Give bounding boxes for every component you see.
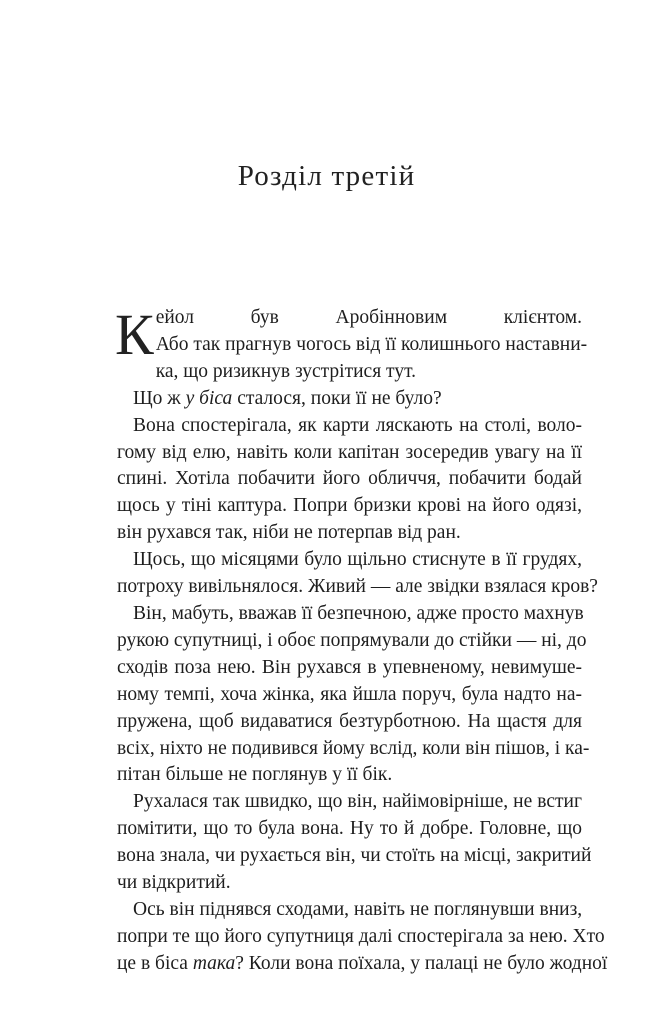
text-line: рукою супутниці, і обоє попрямували до стійки — ні, до	[117, 629, 587, 651]
text-line	[117, 951, 608, 978]
text-line: всіх, ніхто не подивився йому вслід, коли він пішов, і ка-	[117, 737, 590, 759]
text-line: ка, що ризикнув зустрітися тут.	[155, 360, 417, 382]
text-span: ? Коли вона поїхала, у палаці не було жодної	[235, 952, 608, 974]
chapter-title: Розділ третій	[237, 160, 416, 192]
text-line: Рухалася так швидко, що він, найімовірніше, не встиг	[133, 791, 582, 813]
text-span: це в біса	[117, 952, 193, 974]
text-line: пружена, щоб видаватися безтурботною. На щастя для	[117, 710, 582, 732]
text-line: гому від елю, навіть коли капітан зосередив увагу на її	[117, 441, 582, 463]
paragraph-6	[117, 789, 592, 897]
text-line: ейол був Аробінновим клієнтом.	[155, 307, 582, 328]
text-line: він рухався так, ніби не потерпав від ран.	[117, 522, 461, 544]
text-line: Ось він піднявся сходами, навіть не поглянувши вниз,	[133, 898, 583, 920]
paragraph-1	[115, 302, 588, 386]
italic-text: така	[192, 952, 236, 974]
paragraph-3	[117, 413, 582, 548]
text-line: вона знала, чи рухається він, чи стоїть на місці, закритий	[117, 845, 592, 867]
text-line: потроху вивільнялося. Живий — але звідки взялася кров?	[117, 576, 598, 598]
text-line: Щось, що місяцями було щільно стиснуте в її грудях,	[133, 549, 582, 571]
paragraph-2	[117, 386, 582, 413]
text-line: помітити, що то була вона. Ну то й добре. Головне, що	[117, 818, 582, 840]
text-line: чи відкритий.	[117, 872, 231, 894]
text-span: сталося, поки її не було?	[232, 387, 442, 409]
paragraph-4	[117, 547, 598, 601]
text-line: пітан більше не поглянув у її бік.	[117, 764, 393, 786]
body-text	[115, 302, 608, 978]
italic-text: у біса	[185, 387, 233, 409]
text-line: ному темпі, хоча жінка, яка йшла поруч, була надто на-	[117, 683, 582, 705]
text-line: сходів поза нею. Він рухався в упевненому, невимуше-	[117, 656, 582, 678]
paragraph-5	[117, 601, 590, 789]
text-line: Або так прагнув чогось від її колишнього наставни-	[155, 333, 588, 355]
text-line: щось у тіні каптура. Попри бризки крові на його одязі,	[117, 495, 582, 517]
paragraph-7	[117, 897, 608, 978]
text-line	[117, 386, 582, 413]
text-line: попри те що його супутниця далі спостерігала за нею. Хто	[117, 925, 605, 947]
text-line: Він, мабуть, вважав її безпечною, адже просто махнув	[133, 602, 584, 624]
text-span: Що ж	[133, 387, 186, 409]
text-line: Вона спостерігала, як карти ляскають на столі, воло-	[133, 414, 582, 436]
text-line: спині. Хотіла побачити його обличчя, побачити бодай	[117, 468, 582, 490]
drop-cap: К	[115, 302, 154, 367]
